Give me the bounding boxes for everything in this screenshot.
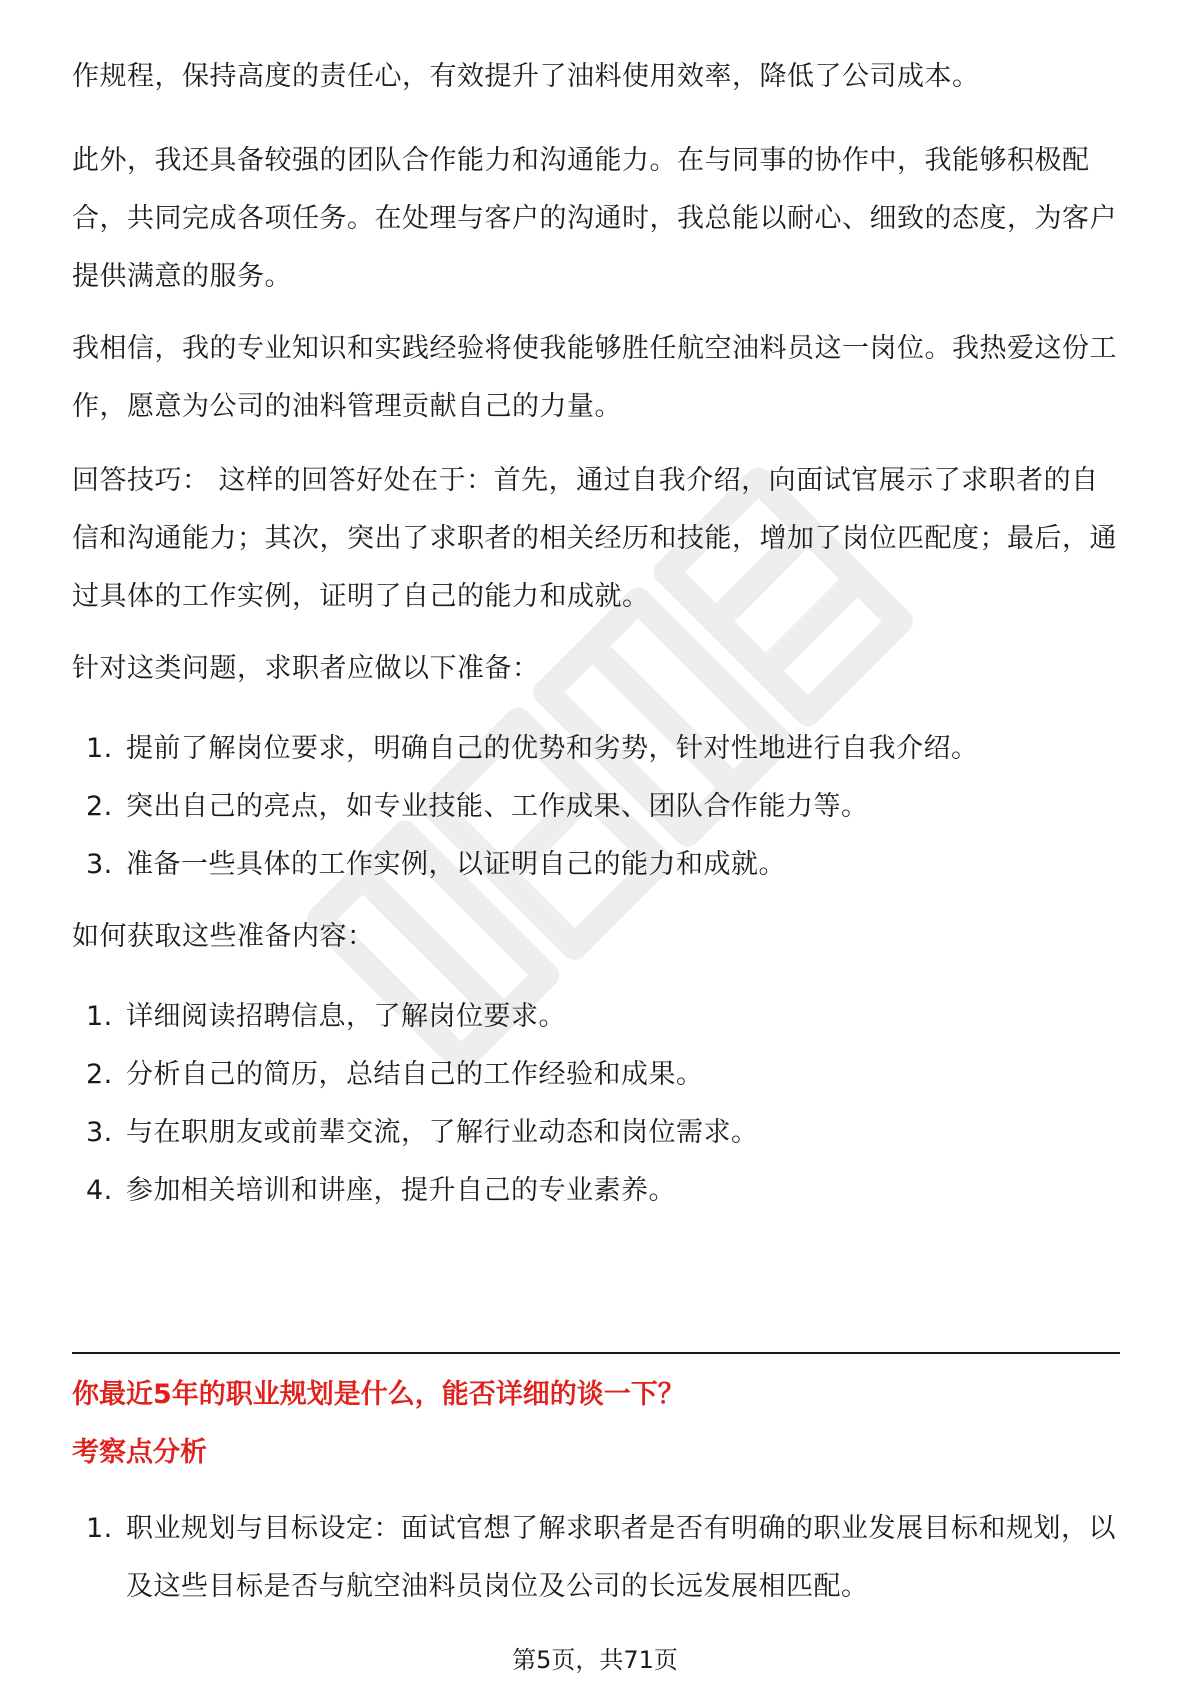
list-number: 1. xyxy=(86,1513,113,1544)
question-heading: 你最近5年的职业规划是什么，能否详细的谈一下？ xyxy=(72,1379,685,1410)
list-number: 3. xyxy=(86,1117,113,1148)
paragraph-source-intro: 如何获取这些准备内容： xyxy=(72,921,375,952)
list-item xyxy=(72,1046,1120,1104)
list-number: 4. xyxy=(86,1175,113,1206)
list-item xyxy=(72,720,1120,778)
list-item xyxy=(72,1104,1120,1162)
paragraph-work-procedure: 作规程，保持高度的责任心，有效提升了油料使用效率，降低了公司成本。 xyxy=(72,61,980,92)
list-item xyxy=(72,778,1120,836)
list-text: 提前了解岗位要求，明确自己的优势和劣势，针对性地进行自我介绍。 xyxy=(126,733,979,764)
prep-list xyxy=(72,720,1120,894)
list-text: 分析自己的简历，总结自己的工作经验和成果。 xyxy=(126,1059,704,1090)
list-item xyxy=(72,988,1120,1046)
list-text: 详细阅读招聘信息，了解岗位要求。 xyxy=(126,1001,566,1032)
paragraph-answer-tips: 回答技巧： 这样的回答好处在于：首先，通过自我介绍，向面试官展示了求职者的自信和沟通能力；其次，突出了求职者的相关经历和技能，增加了岗位匹配度；最后，通过具体的工作实例，证明了自己的能力和成就。 xyxy=(72,465,1117,612)
analysis-subheading: 考察点分析 xyxy=(72,1437,207,1468)
paragraph-prep-intro: 针对这类问题，求职者应做以下准备： xyxy=(72,653,540,684)
list-number: 1. xyxy=(86,733,113,764)
list-text: 参加相关培训和讲座，提升自己的专业素养。 xyxy=(126,1175,676,1206)
paragraph-teamwork: 此外，我还具备较强的团队合作能力和沟通能力。在与同事的协作中，我能够积极配合，共同完成各项任务。在处理与客户的沟通时，我总能以耐心、细致的态度，为客户提供满意的服务。 xyxy=(72,145,1117,292)
list-text: 突出自己的亮点，如专业技能、工作成果、团队合作能力等。 xyxy=(126,791,869,822)
list-item xyxy=(72,836,1120,894)
page-footer: 第5页，共71页 xyxy=(512,1646,678,1674)
list-number: 2. xyxy=(86,1059,113,1090)
list-item xyxy=(72,1162,1120,1220)
section-divider xyxy=(72,1352,1120,1354)
source-list xyxy=(72,988,1120,1220)
analysis-list xyxy=(72,1500,1120,1616)
list-number: 3. xyxy=(86,849,113,880)
list-text: 职业规划与目标设定：面试官想了解求职者是否有明确的职业发展目标和规划，以及这些目标是否与航空油料员岗位及公司的长远发展相匹配。 xyxy=(126,1513,1116,1602)
paragraph-confidence: 我相信，我的专业知识和实践经验将使我能够胜任航空油料员这一岗位。我热爱这份工作，愿意为公司的油料管理贡献自己的力量。 xyxy=(72,333,1117,422)
list-number: 1. xyxy=(86,1001,113,1032)
list-number: 2. xyxy=(86,791,113,822)
list-text: 与在职朋友或前辈交流，了解行业动态和岗位需求。 xyxy=(126,1117,759,1148)
list-item xyxy=(72,1500,1126,1616)
list-text: 准备一些具体的工作实例，以证明自己的能力和成就。 xyxy=(126,849,786,880)
